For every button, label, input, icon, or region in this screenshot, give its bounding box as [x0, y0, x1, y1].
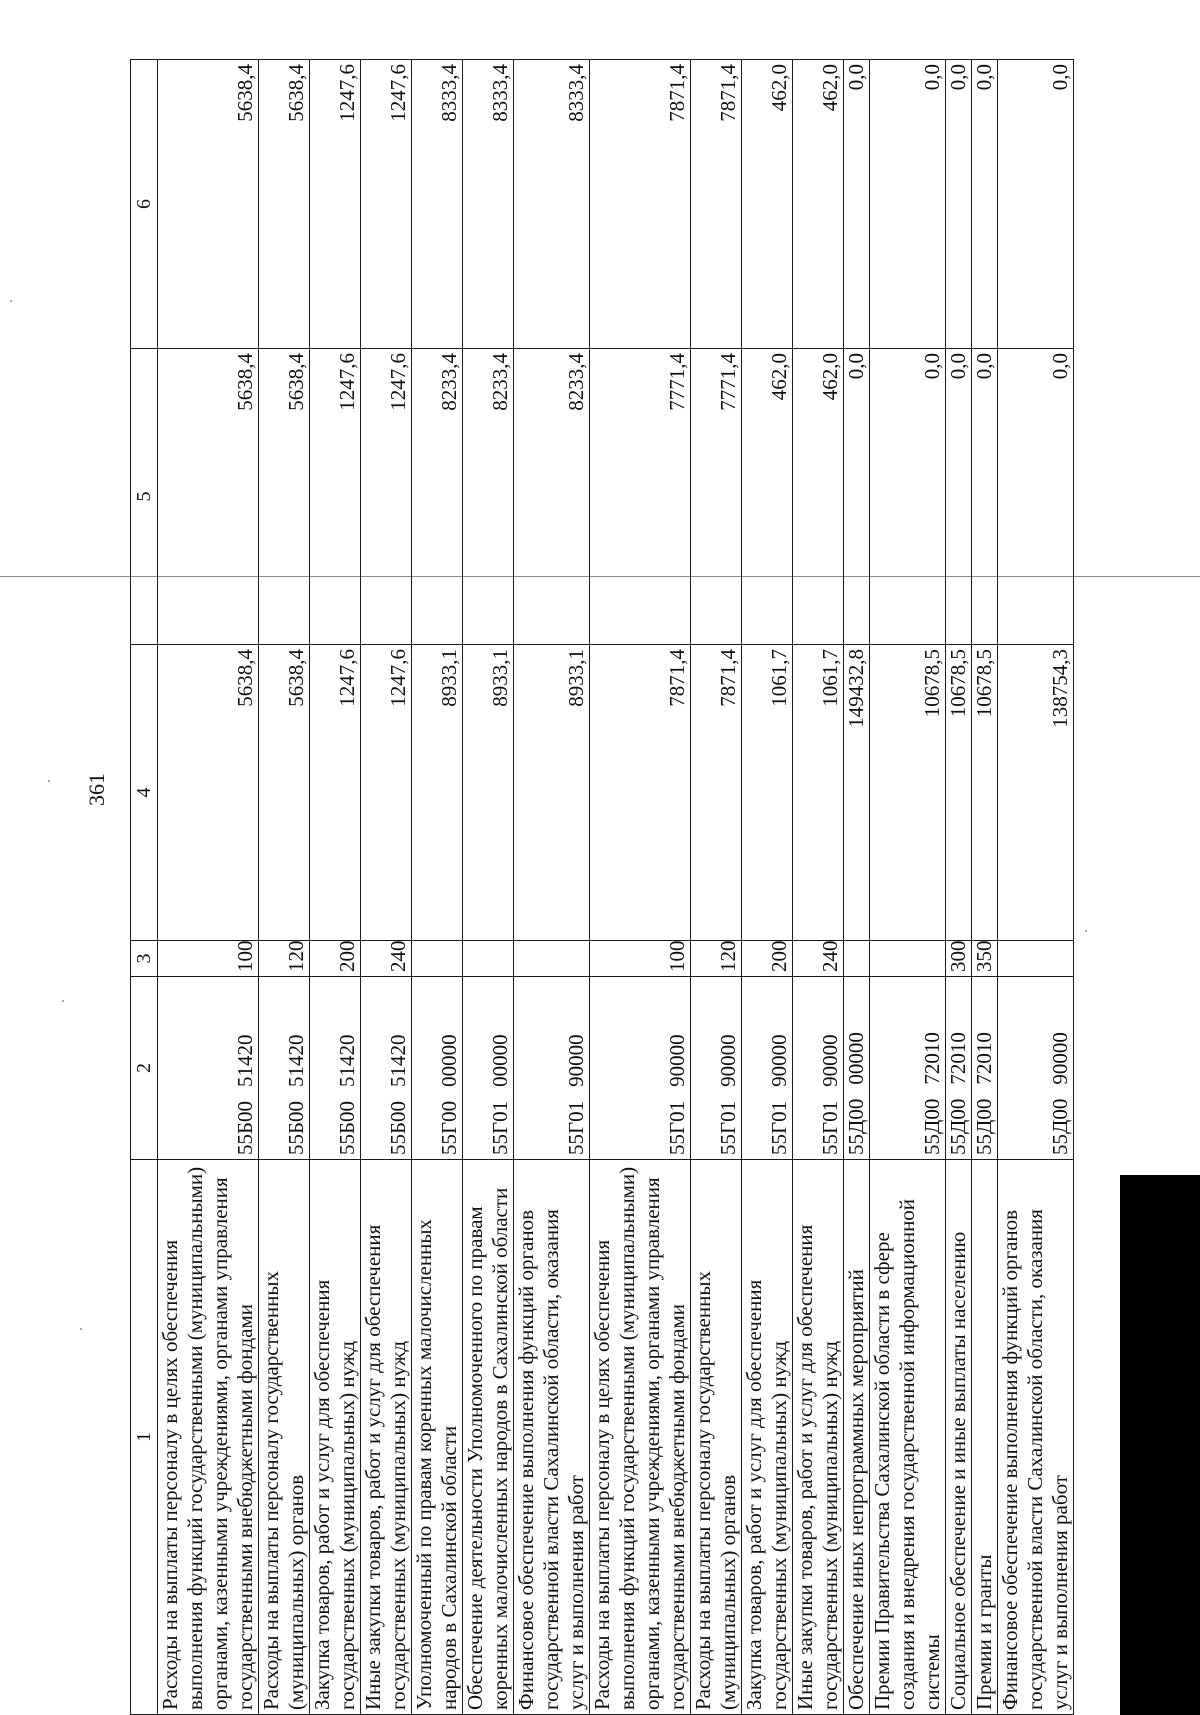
- row-value-col6: 462,0: [742, 60, 793, 349]
- row-value-col4: 8933,1: [514, 645, 590, 941]
- row-code: [259, 977, 310, 1160]
- row-name: Финансовое обеспечение выполнения функций органов государственной власти Сахалинской области, оказания услуг и выполнения работ: [514, 1160, 590, 1715]
- row-value-col5: 0,0: [870, 349, 946, 645]
- row-code: [412, 977, 463, 1160]
- row-value-col6: 1247,6: [361, 60, 412, 349]
- row-code-direction: 00000: [844, 1032, 868, 1085]
- row-value-col5: 7771,4: [590, 349, 691, 645]
- row-code-program: 55Д00: [844, 1098, 868, 1155]
- row-expense-type: 100: [158, 941, 259, 977]
- row-name: Расходы на выплаты персоналу государственных (муниципальных) органов: [259, 1160, 310, 1715]
- row-name: Премии Правительства Сахалинской области в сфере создания и внедрения государственной информационной системы: [870, 1160, 946, 1715]
- table-row: [844, 60, 870, 1715]
- row-value-col6: 1247,6: [310, 60, 361, 349]
- row-value-col4: 7871,4: [691, 645, 742, 941]
- row-name: Премии и гранты: [972, 1160, 998, 1715]
- row-name: Финансовое обеспечение выполнения функций органов государственной власти Сахалинской области, оказания услуг и выполнения работ: [998, 1160, 1074, 1715]
- row-expense-type: [870, 941, 946, 977]
- row-value-col6: 0,0: [972, 60, 998, 349]
- row-value-col6: 0,0: [844, 60, 870, 349]
- row-code: [514, 977, 590, 1160]
- table-row: [793, 60, 844, 1715]
- header-col-5: 5: [131, 349, 158, 645]
- row-code-direction: 72010: [920, 1032, 944, 1085]
- header-col-1: 1: [131, 1160, 158, 1715]
- row-value-col6: 8333,4: [514, 60, 590, 349]
- row-expense-type: 350: [972, 941, 998, 977]
- header-col-4: 4: [131, 645, 158, 941]
- row-name: Иные закупки товаров, работ и услуг для обеспечения государственных (муниципальных) нужд: [793, 1160, 844, 1715]
- row-name: Обеспечение иных непрограммных мероприятий: [844, 1160, 870, 1715]
- row-code: [310, 977, 361, 1160]
- header-col-6: 6: [131, 60, 158, 349]
- row-value-col5: 0,0: [972, 349, 998, 645]
- row-name: Расходы на выплаты персоналу в целях обеспечения выполнения функций государственными (муниципальными) органами, казенными учреждениями, органами управления государственными внебюджетными фондами: [590, 1160, 691, 1715]
- table-row: [259, 60, 310, 1715]
- row-code: [590, 977, 691, 1160]
- row-value-col4: 149432,8: [844, 645, 870, 941]
- row-code-program: 55Д00: [972, 1098, 996, 1155]
- row-value-col5: 8233,4: [463, 349, 514, 645]
- row-value-col4: 8933,1: [412, 645, 463, 941]
- row-value-col5: 462,0: [742, 349, 793, 645]
- row-value-col6: 7871,4: [590, 60, 691, 349]
- row-code-direction: 51420: [233, 1034, 257, 1087]
- table-row: [972, 60, 998, 1715]
- page-number: 361: [84, 773, 109, 806]
- row-value-col6: 5638,4: [259, 60, 310, 349]
- row-code: [361, 977, 412, 1160]
- row-value-col5: 1247,6: [361, 349, 412, 645]
- row-code: [158, 977, 259, 1160]
- row-value-col5: 1247,6: [310, 349, 361, 645]
- row-code: [998, 977, 1074, 1160]
- row-code-direction: 51420: [386, 1034, 410, 1087]
- row-code-direction: 90000: [767, 1034, 791, 1087]
- row-value-col5: 0,0: [844, 349, 870, 645]
- row-name: Обеспечение деятельности Уполномоченного по правам коренных малочисленных народов в Сахалинской области: [463, 1160, 514, 1715]
- row-name: Закупка товаров, работ и услуг для обеспечения государственных (муниципальных) нужд: [742, 1160, 793, 1715]
- row-name: Социальное обеспечение и иные выплаты населению: [946, 1160, 972, 1715]
- row-expense-type: 240: [361, 941, 412, 977]
- row-code-direction: 90000: [716, 1034, 740, 1087]
- row-name: Расходы на выплаты персоналу в целях обеспечения выполнения функций государственными (муниципальными) органами, казенными учреждениями, органами управления государственными внебюджетными фондами: [158, 1160, 259, 1715]
- row-code-direction: 51420: [284, 1034, 308, 1087]
- row-code-direction: 00000: [437, 1034, 461, 1087]
- row-code: [793, 977, 844, 1160]
- row-expense-type: [463, 941, 514, 977]
- row-code-program: 55Б00: [233, 1100, 257, 1155]
- row-value-col5: 7771,4: [691, 349, 742, 645]
- row-value-col4: 5638,4: [158, 645, 259, 941]
- table-row: [463, 60, 514, 1715]
- row-value-col5: 462,0: [793, 349, 844, 645]
- row-code-direction: 90000: [665, 1034, 689, 1087]
- row-expense-type: [514, 941, 590, 977]
- row-code-direction: 72010: [972, 1032, 996, 1085]
- row-code-direction: 72010: [946, 1032, 970, 1085]
- row-value-col4: 10678,5: [946, 645, 972, 941]
- row-value-col4: 7871,4: [590, 645, 691, 941]
- row-expense-type: 120: [259, 941, 310, 977]
- row-value-col6: 8333,4: [412, 60, 463, 349]
- row-code-program: 55Г01: [665, 1100, 689, 1155]
- row-value-col6: 462,0: [793, 60, 844, 349]
- row-value-col4: 1061,7: [793, 645, 844, 941]
- row-code-program: 55Б00: [335, 1100, 359, 1155]
- budget-table: [130, 59, 1074, 1715]
- table-row: [998, 60, 1074, 1715]
- row-expense-type: 200: [742, 941, 793, 977]
- table-header-row: [131, 60, 158, 1715]
- table-row: [361, 60, 412, 1715]
- row-value-col5: 8233,4: [412, 349, 463, 645]
- row-expense-type: 240: [793, 941, 844, 977]
- row-code: [972, 977, 998, 1160]
- table-row: [158, 60, 259, 1715]
- row-value-col4: 10678,5: [870, 645, 946, 941]
- row-expense-type: [998, 941, 1074, 977]
- row-code-program: 55Г01: [488, 1100, 512, 1155]
- row-value-col5: 0,0: [946, 349, 972, 645]
- row-expense-type: [412, 941, 463, 977]
- row-code-program: 55Г01: [767, 1100, 791, 1155]
- table-row: [870, 60, 946, 1715]
- row-code-direction: 00000: [488, 1034, 512, 1087]
- row-value-col6: 0,0: [870, 60, 946, 349]
- table-row: [590, 60, 691, 1715]
- row-code-program: 55Г00: [437, 1100, 461, 1155]
- row-code-program: 55Д00: [1048, 1098, 1072, 1155]
- row-value-col6: 8333,4: [463, 60, 514, 349]
- table-row: [310, 60, 361, 1715]
- row-expense-type: 120: [691, 941, 742, 977]
- row-name: Уполномоченный по правам коренных малочисленных народов в Сахалинской области: [412, 1160, 463, 1715]
- row-value-col4: 1247,6: [361, 645, 412, 941]
- row-code-program: 55Г01: [818, 1100, 842, 1155]
- row-value-col4: 1247,6: [310, 645, 361, 941]
- row-expense-type: 200: [310, 941, 361, 977]
- row-code-program: 55Г01: [716, 1100, 740, 1155]
- row-value-col5: 8233,4: [514, 349, 590, 645]
- row-code-direction: 90000: [1048, 1032, 1072, 1085]
- row-value-col4: 138754,3: [998, 645, 1074, 941]
- row-code: [946, 977, 972, 1160]
- row-name: Расходы на выплаты персоналу государственных (муниципальных) органов: [691, 1160, 742, 1715]
- row-code: [463, 977, 514, 1160]
- row-value-col5: 5638,4: [259, 349, 310, 645]
- table-row: [742, 60, 793, 1715]
- row-value-col6: 5638,4: [158, 60, 259, 349]
- row-code: [691, 977, 742, 1160]
- row-code-direction: 90000: [564, 1034, 588, 1087]
- header-col-3: 3: [131, 941, 158, 977]
- row-expense-type: 300: [946, 941, 972, 977]
- row-code-program: 55Б00: [284, 1100, 308, 1155]
- table-row: [514, 60, 590, 1715]
- row-value-col4: 5638,4: [259, 645, 310, 941]
- row-code-direction: 90000: [818, 1034, 842, 1087]
- row-value-col6: 0,0: [946, 60, 972, 349]
- row-value-col5: 5638,4: [158, 349, 259, 645]
- row-code-program: 55Г01: [564, 1100, 588, 1155]
- row-code-program: 55Д00: [920, 1098, 944, 1155]
- row-expense-type: 100: [590, 941, 691, 977]
- row-code-program: 55Д00: [946, 1098, 970, 1155]
- row-code: [844, 977, 870, 1160]
- row-expense-type: [844, 941, 870, 977]
- table-row: [691, 60, 742, 1715]
- row-code: [742, 977, 793, 1160]
- row-value-col4: 8933,1: [463, 645, 514, 941]
- row-code-program: 55Б00: [386, 1100, 410, 1155]
- row-value-col4: 10678,5: [972, 645, 998, 941]
- row-code: [870, 977, 946, 1160]
- table-row: [412, 60, 463, 1715]
- row-value-col6: 7871,4: [691, 60, 742, 349]
- row-value-col6: 0,0: [998, 60, 1074, 349]
- row-value-col5: 0,0: [998, 349, 1074, 645]
- row-name: Закупка товаров, работ и услуг для обеспечения государственных (муниципальных) нужд: [310, 1160, 361, 1715]
- table-row: [946, 60, 972, 1715]
- header-col-2: 2: [131, 977, 158, 1160]
- row-code-direction: 51420: [335, 1034, 359, 1087]
- row-value-col4: 1061,7: [742, 645, 793, 941]
- row-name: Иные закупки товаров, работ и услуг для обеспечения государственных (муниципальных) нужд: [361, 1160, 412, 1715]
